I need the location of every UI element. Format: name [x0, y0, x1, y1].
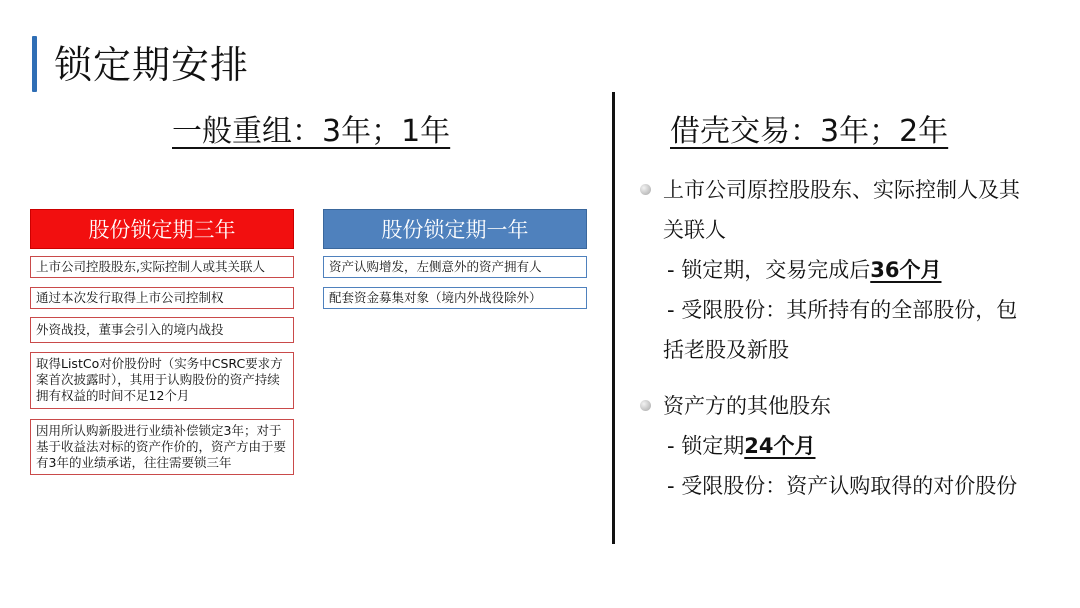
vertical-divider: [612, 92, 615, 544]
bullet-text-continued: 关联人: [663, 218, 726, 242]
three-year-item-2: 通过本次发行取得上市公司控制权: [30, 287, 294, 309]
lock-period-line: [637, 426, 1057, 466]
lock-period-value: 36个月: [870, 258, 942, 282]
three-year-item-4: 取得ListCo对价股份时（实务中CSRC要求方案首次披露时），其用于认购股份的资产持续拥有权益的时间不足12个月: [30, 352, 294, 409]
restricted-shares-line-continued: 括老股及新股: [663, 338, 789, 362]
controlling-shareholder-group: [637, 170, 1057, 370]
three-year-item-5: 因用所认购新股进行业绩补偿锁定3年；对于基于收益法对标的资产作价的，资产方由于要有3年的业绩承诺，往往需要锁三年: [30, 419, 294, 475]
one-year-item-1: 资产认购增发，左侧意外的资产拥有人: [323, 256, 587, 278]
title-accent-bar: [32, 36, 37, 92]
bullet-icon: [640, 184, 651, 195]
lock-period-value: 24个月: [744, 434, 816, 458]
one-year-lock-header: 股份锁定期一年: [323, 209, 587, 249]
one-year-item-2: 配套资金募集对象（境内外战役除外）: [323, 287, 587, 309]
general-restructuring-heading: 一般重组：3年；1年: [172, 114, 451, 149]
lock-period-line: [637, 250, 1057, 290]
bullet-text: 资产方的其他股东: [663, 394, 831, 418]
restricted-shares-line: - 受限股份：资产认购取得的对价股份: [667, 474, 1018, 498]
bullet-icon: [640, 400, 651, 411]
bullet-text: 上市公司原控股股东、实际控制人及其: [663, 178, 1020, 202]
lock-period-prefix: - 锁定期: [667, 434, 745, 458]
page-title: 锁定期安排: [54, 43, 250, 87]
backdoor-listing-heading: 借壳交易：3年；2年: [670, 114, 949, 149]
three-year-item-3: 外资战投，董事会引入的境内战投: [30, 317, 294, 343]
lock-period-prefix: - 锁定期，交易完成后: [667, 258, 871, 282]
restricted-shares-line: - 受限股份：其所持有的全部股份，包: [667, 298, 1018, 322]
three-year-item-1: 上市公司控股股东,实际控制人或其关联人: [30, 256, 294, 278]
three-year-lock-header: 股份锁定期三年: [30, 209, 294, 249]
other-asset-shareholders-group: [637, 386, 1057, 506]
